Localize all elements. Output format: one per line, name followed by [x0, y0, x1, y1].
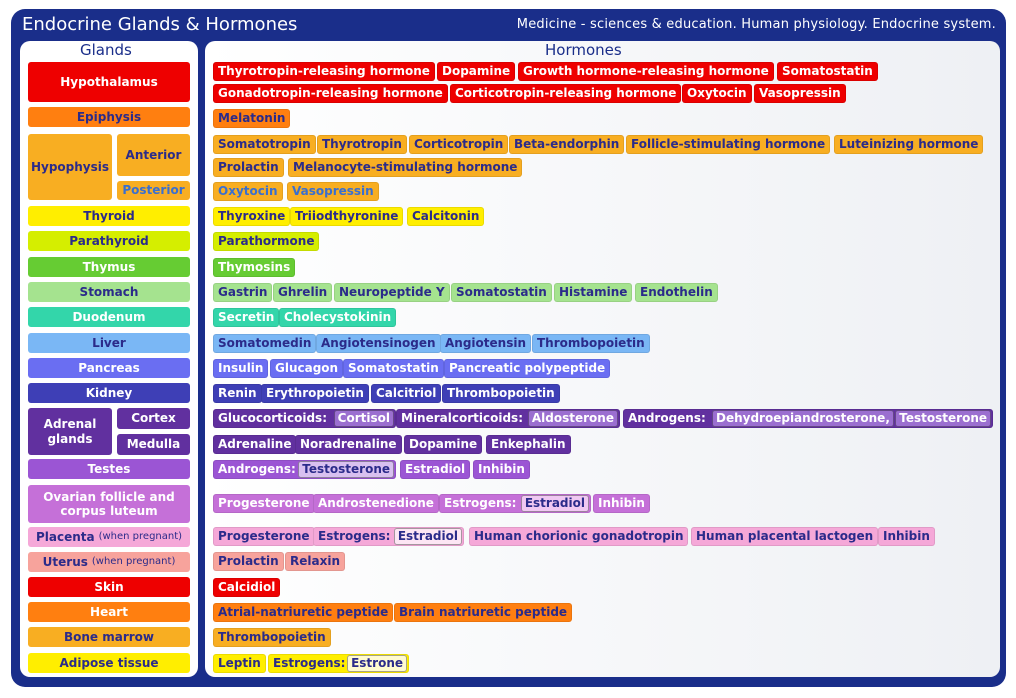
glands-panel — [20, 41, 198, 677]
page-title: Endocrine Glands & Hormones — [22, 14, 298, 35]
hormone-pill: Calcidiol — [213, 578, 280, 597]
hormone-pill: Testosterone — [895, 410, 991, 427]
hormone-pill: Neuropeptide Y — [334, 283, 450, 302]
hormone-pill: Ghrelin — [273, 283, 332, 302]
gland-thymus: Thymus — [28, 257, 190, 277]
hormone-pill: Vasopressin — [754, 84, 846, 103]
gland-testes: Testes — [28, 459, 190, 479]
page-subtitle: Medicine - sciences & education. Human physiology. Endocrine system. — [516, 17, 996, 32]
group-label: Mineralcorticoids: — [401, 411, 523, 425]
hormones-header: Hormones — [545, 41, 622, 59]
hormone-pill: Prolactin — [213, 158, 284, 177]
hormone-pill: Noradrenaline — [295, 435, 402, 454]
hormones-panel — [205, 41, 1000, 677]
hormone-group — [313, 527, 464, 546]
hormone-pill: Prolactin — [213, 552, 284, 571]
hormone-pill: Androstenedione — [313, 494, 439, 513]
hormone-pill: Aldosterone — [528, 410, 618, 427]
gland-adrenal: Adrenal glands — [28, 408, 112, 455]
gland-adrenal-medulla: Medulla — [117, 434, 190, 455]
hormone-pill: Melatonin — [213, 109, 290, 128]
hormone-pill: Thrombopoietin — [532, 334, 650, 353]
gland-uterus-label: Uterus — [42, 554, 88, 569]
hormone-pill: Endothelin — [635, 283, 718, 302]
hormone-pill: Estradiol — [400, 460, 470, 479]
hormone-pill: Cholecystokinin — [279, 308, 396, 327]
hormone-pill: Estrone — [347, 655, 407, 672]
hormone-pill: Thyrotropin — [317, 135, 407, 154]
hormone-pill: Progesterone — [213, 494, 315, 513]
hormone-pill: Thyroxine — [213, 207, 290, 226]
hormone-pill: Beta-endorphin — [509, 135, 624, 154]
hormone-pill: Follicle-stimulating hormone — [626, 135, 830, 154]
gland-heart: Heart — [28, 602, 190, 622]
gland-ovarian: Ovarian follicle and corpus luteum — [28, 485, 190, 523]
hormone-pill: Somatostatin — [451, 283, 552, 302]
group-label: Glucocorticoids: — [218, 411, 327, 425]
hormone-pill: Gonadotropin-releasing hormone — [213, 84, 448, 103]
hormone-pill: Thrombopoietin — [213, 628, 331, 647]
gland-pancreas: Pancreas — [28, 358, 190, 378]
gland-stomach: Stomach — [28, 282, 190, 302]
hormone-group — [213, 460, 396, 479]
hormone-pill: Renin — [213, 384, 262, 403]
hormone-pill: Pancreatic polypeptide — [444, 359, 610, 378]
hormone-pill: Relaxin — [285, 552, 345, 571]
hormone-pill: Somatostatin — [777, 62, 878, 81]
hormone-group — [268, 654, 409, 673]
gland-hypophysis-posterior: Posterior — [117, 181, 190, 200]
group-label: Estrogens: — [273, 656, 346, 670]
hormone-pill: Human chorionic gonadotropin — [469, 527, 688, 546]
hormone-pill: Vasopressin — [287, 182, 379, 201]
hormone-pill: Parathormone — [213, 232, 319, 251]
hormone-pill: Gastrin — [213, 283, 272, 302]
hormone-pill: Enkephalin — [486, 435, 571, 454]
hormone-pill: Insulin — [213, 359, 268, 378]
hormone-pill: Melanocyte-stimulating hormone — [288, 158, 522, 177]
hormone-pill: Secretin — [213, 308, 279, 327]
gland-parathyroid: Parathyroid — [28, 231, 190, 251]
gland-placenta-note: (when pregnant) — [98, 531, 183, 542]
hormone-group — [623, 409, 993, 428]
hormone-pill: Thrombopoietin — [442, 384, 560, 403]
gland-bone-marrow: Bone marrow — [28, 627, 190, 647]
hormone-pill: Calcitonin — [407, 207, 484, 226]
gland-adipose: Adipose tissue — [28, 653, 190, 673]
hormone-pill: Histamine — [554, 283, 632, 302]
hormone-pill: Dopamine — [437, 62, 515, 81]
glands-header: Glands — [80, 41, 132, 59]
hormone-pill: Glucagon — [270, 359, 343, 378]
hormone-group — [396, 409, 620, 428]
gland-kidney: Kidney — [28, 383, 190, 403]
hormone-pill: Triiodthyronine — [290, 207, 403, 226]
hormone-pill: Corticotropin — [409, 135, 508, 154]
hormone-pill: Progesterone — [213, 527, 315, 546]
hormone-pill: Inhibin — [473, 460, 530, 479]
gland-epiphysis: Epiphysis — [28, 107, 190, 127]
hormone-pill: Inhibin — [593, 494, 650, 513]
hormone-group — [213, 409, 396, 428]
gland-adrenal-cortex: Cortex — [117, 408, 190, 429]
gland-duodenum: Duodenum — [28, 307, 190, 327]
group-label: Estrogens: — [318, 529, 391, 543]
group-label: Androgens: — [218, 462, 296, 476]
hormone-pill: Growth hormone-releasing hormone — [518, 62, 774, 81]
hormone-pill: Brain natriuretic peptide — [394, 603, 572, 622]
hormone-pill: Inhibin — [878, 527, 935, 546]
gland-placenta-label: Placenta — [35, 529, 95, 544]
hormone-pill: Corticotropin-releasing hormone — [450, 84, 681, 103]
hormone-pill: Leptin — [213, 654, 266, 673]
gland-placenta — [28, 527, 190, 547]
hormone-pill: Luteinizing hormone — [834, 135, 983, 154]
hormone-pill: Oxytocin — [682, 84, 752, 103]
hormone-pill: Dehydroepiandrosterone, — [712, 410, 894, 427]
gland-skin: Skin — [28, 577, 190, 597]
gland-hypophysis: Hypophysis — [28, 134, 112, 200]
gland-uterus-note: (when pregnant) — [91, 556, 176, 567]
hormone-pill: Somatostatin — [343, 359, 444, 378]
gland-liver: Liver — [28, 333, 190, 353]
hormone-pill: Estradiol — [394, 528, 462, 545]
hormone-pill: Adrenaline — [213, 435, 296, 454]
hormone-pill: Estradiol — [521, 495, 589, 512]
hormone-pill: Erythropoietin — [261, 384, 369, 403]
hormone-pill: Thyrotropin-releasing hormone — [213, 62, 435, 81]
hormone-pill: Dopamine — [404, 435, 482, 454]
hormone-pill: Angiotensin — [440, 334, 531, 353]
hormone-pill: Somatomedin — [213, 334, 316, 353]
gland-hypophysis-anterior: Anterior — [117, 134, 190, 176]
hormone-pill: Thymosins — [213, 258, 295, 277]
hormone-pill: Calcitriol — [371, 384, 441, 403]
hormone-pill: Oxytocin — [213, 182, 283, 201]
group-label: Estrogens: — [444, 496, 517, 510]
hormone-group — [439, 494, 591, 513]
hormone-pill: Somatotropin — [213, 135, 316, 154]
gland-thyroid: Thyroid — [28, 206, 190, 226]
hormone-pill: Human placental lactogen — [691, 527, 878, 546]
hormone-pill: Atrial-natriuretic peptide — [213, 603, 393, 622]
gland-hypothalamus: Hypothalamus — [28, 62, 190, 102]
hormone-pill: Angiotensinogen — [316, 334, 441, 353]
gland-uterus — [28, 552, 190, 572]
hormone-pill: Cortisol — [334, 410, 394, 427]
group-label: Androgens: — [628, 411, 706, 425]
hormone-pill: Testosterone — [298, 461, 394, 478]
